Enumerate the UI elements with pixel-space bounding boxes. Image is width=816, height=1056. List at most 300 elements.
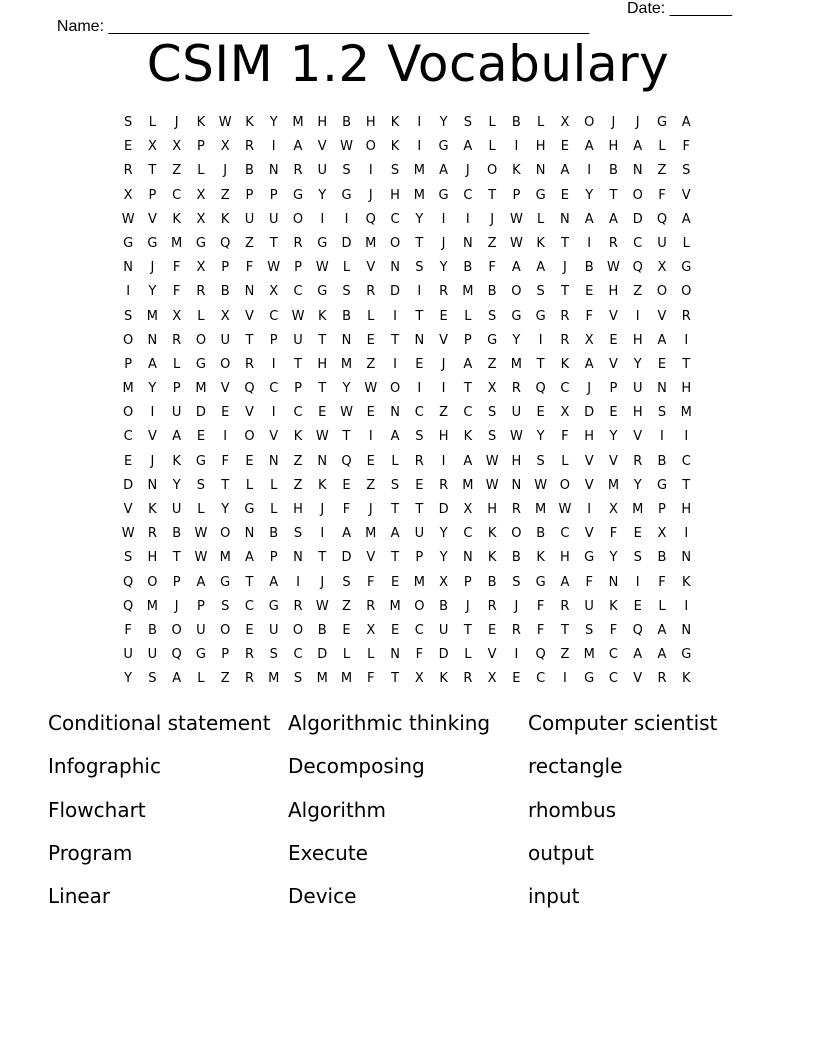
grid-letter[interactable]: A xyxy=(681,211,691,227)
grid-letter[interactable]: L xyxy=(658,598,666,614)
grid-letter[interactable]: U xyxy=(511,405,522,421)
grid-letter[interactable]: S xyxy=(415,260,424,276)
grid-letter[interactable]: R xyxy=(511,622,521,638)
grid-letter[interactable]: S xyxy=(536,453,545,469)
grid-letter[interactable]: T xyxy=(391,671,400,687)
grid-letter[interactable]: G xyxy=(656,115,668,130)
grid-letter[interactable]: T xyxy=(609,187,618,203)
grid-letter[interactable]: I xyxy=(441,381,446,397)
grid-letter[interactable]: R xyxy=(147,526,157,542)
grid-letter[interactable]: N xyxy=(632,163,643,179)
grid-letter[interactable]: Z xyxy=(487,356,497,372)
grid-letter[interactable]: Y xyxy=(148,284,157,300)
grid-letter[interactable]: B xyxy=(657,550,667,566)
grid-letter[interactable]: P xyxy=(269,332,278,348)
grid-letter[interactable]: A xyxy=(560,574,570,590)
grid-letter[interactable]: H xyxy=(632,405,643,421)
grid-letter[interactable]: M xyxy=(171,235,183,251)
grid-letter[interactable]: O xyxy=(414,598,425,614)
grid-letter[interactable]: M xyxy=(219,550,231,566)
grid-letter[interactable]: C xyxy=(414,405,424,421)
grid-letter[interactable]: R xyxy=(681,308,691,324)
grid-letter[interactable]: E xyxy=(560,187,570,203)
grid-letter[interactable]: U xyxy=(147,647,158,663)
grid-letter[interactable]: U xyxy=(171,405,182,421)
grid-letter[interactable]: R xyxy=(560,332,570,348)
grid-letter[interactable]: M xyxy=(462,477,474,493)
grid-letter[interactable]: S xyxy=(585,622,594,638)
grid-letter[interactable]: U xyxy=(244,211,255,227)
grid-letter[interactable]: B xyxy=(147,622,157,638)
grid-letter[interactable]: B xyxy=(487,284,497,300)
grid-letter[interactable]: G xyxy=(535,187,546,203)
grid-letter[interactable]: F xyxy=(342,502,351,517)
grid-letter[interactable]: F xyxy=(367,574,375,590)
grid-letter[interactable]: H xyxy=(632,332,643,348)
grid-letter[interactable]: I xyxy=(465,211,470,227)
grid-letter[interactable]: G xyxy=(438,139,449,155)
grid-letter[interactable]: N xyxy=(244,284,255,300)
grid-letter[interactable]: E xyxy=(390,574,400,590)
grid-letter[interactable]: D xyxy=(317,647,328,663)
grid-letter[interactable]: A xyxy=(560,163,570,179)
grid-letter[interactable]: R xyxy=(657,671,667,687)
grid-letter[interactable]: V xyxy=(487,647,497,663)
grid-letter[interactable]: A xyxy=(390,429,400,445)
grid-letter[interactable]: N xyxy=(462,235,473,251)
grid-letter[interactable]: L xyxy=(197,308,205,324)
grid-letter[interactable]: K xyxy=(609,598,618,614)
grid-letter[interactable]: W xyxy=(315,429,329,445)
grid-letter[interactable]: E xyxy=(439,308,448,324)
grid-letter[interactable]: Y xyxy=(124,671,133,687)
grid-letter[interactable]: Y xyxy=(439,260,448,276)
grid-letter[interactable]: B xyxy=(511,550,521,566)
grid-letter[interactable]: B xyxy=(317,622,327,638)
grid-letter[interactable]: A xyxy=(584,356,594,372)
grid-letter[interactable]: J xyxy=(174,115,179,130)
grid-letter[interactable]: D xyxy=(341,550,352,566)
grid-letter[interactable]: M xyxy=(146,598,158,614)
grid-letter[interactable]: N xyxy=(560,211,570,227)
grid-letter[interactable]: G xyxy=(681,260,692,276)
grid-letter[interactable]: O xyxy=(584,115,595,130)
grid-letter[interactable]: V xyxy=(633,671,643,687)
grid-letter[interactable]: N xyxy=(414,332,425,348)
grid-letter[interactable]: K xyxy=(172,211,181,227)
grid-letter[interactable]: O xyxy=(389,381,401,397)
grid-letter[interactable]: T xyxy=(463,622,472,638)
grid-letter[interactable]: S xyxy=(390,477,400,493)
grid-letter[interactable]: R xyxy=(196,284,206,300)
grid-letter[interactable]: R xyxy=(244,671,254,687)
grid-letter[interactable]: A xyxy=(657,332,667,348)
grid-letter[interactable]: I xyxy=(684,332,689,348)
grid-letter[interactable]: E xyxy=(633,598,642,614)
grid-letter[interactable]: I xyxy=(587,502,592,517)
grid-letter[interactable]: S xyxy=(269,647,278,663)
grid-letter[interactable]: J xyxy=(150,453,155,469)
grid-letter[interactable]: T xyxy=(391,332,400,348)
grid-letter[interactable]: C xyxy=(414,622,424,638)
grid-letter[interactable]: Z xyxy=(366,477,376,493)
grid-letter[interactable]: X xyxy=(584,332,594,348)
grid-letter[interactable]: Y xyxy=(269,115,278,130)
grid-letter[interactable]: B xyxy=(608,163,618,179)
grid-letter[interactable]: I xyxy=(684,598,689,614)
grid-letter[interactable]: U xyxy=(123,647,133,663)
grid-letter[interactable]: T xyxy=(318,381,327,397)
grid-letter[interactable]: M xyxy=(413,187,425,203)
grid-letter[interactable]: X xyxy=(560,405,570,421)
grid-letter[interactable]: O xyxy=(365,139,376,155)
grid-letter[interactable]: Z xyxy=(633,284,643,300)
grid-letter[interactable]: P xyxy=(269,550,278,566)
grid-letter[interactable]: C xyxy=(244,598,254,614)
grid-letter[interactable]: W xyxy=(340,405,353,421)
grid-letter[interactable]: O xyxy=(389,235,401,251)
grid-letter[interactable]: J xyxy=(611,115,616,130)
grid-letter[interactable]: O xyxy=(123,405,134,421)
grid-letter[interactable]: Y xyxy=(221,502,230,517)
grid-letter[interactable]: W xyxy=(364,381,378,397)
grid-letter[interactable]: X xyxy=(439,574,449,590)
grid-letter[interactable]: V xyxy=(681,187,691,203)
grid-letter[interactable]: K xyxy=(487,550,497,566)
grid-letter[interactable]: A xyxy=(633,139,643,155)
grid-letter[interactable]: T xyxy=(172,550,181,566)
grid-letter[interactable]: X xyxy=(196,187,206,203)
grid-letter[interactable]: C xyxy=(269,381,279,397)
grid-letter[interactable]: C xyxy=(293,405,303,421)
grid-letter[interactable]: S xyxy=(293,671,303,687)
grid-letter[interactable]: K xyxy=(317,477,327,493)
grid-letter[interactable]: P xyxy=(148,187,157,203)
grid-letter[interactable]: G xyxy=(292,187,304,203)
grid-letter[interactable]: B xyxy=(245,163,254,179)
grid-letter[interactable]: T xyxy=(318,332,327,348)
grid-letter[interactable]: X xyxy=(123,187,133,203)
grid-letter[interactable]: H xyxy=(293,502,303,517)
grid-letter[interactable]: T xyxy=(536,356,545,372)
grid-letter[interactable]: A xyxy=(511,260,521,276)
grid-letter[interactable]: U xyxy=(632,381,643,397)
grid-letter[interactable]: T xyxy=(391,550,400,566)
grid-letter[interactable]: R xyxy=(172,332,182,348)
grid-letter[interactable]: I xyxy=(660,429,664,445)
grid-letter[interactable]: N xyxy=(147,332,158,348)
grid-letter[interactable]: F xyxy=(221,453,229,469)
grid-letter[interactable]: M xyxy=(340,356,353,372)
grid-letter[interactable]: L xyxy=(488,139,496,155)
grid-letter[interactable]: S xyxy=(536,284,545,300)
grid-letter[interactable]: R xyxy=(439,284,449,300)
grid-letter[interactable]: F xyxy=(536,622,545,638)
grid-letter[interactable]: L xyxy=(537,211,545,227)
grid-letter[interactable]: N xyxy=(390,260,400,276)
grid-letter[interactable]: H xyxy=(535,139,546,155)
grid-letter[interactable]: P xyxy=(172,574,181,590)
grid-letter[interactable]: F xyxy=(172,284,181,300)
grid-letter[interactable]: I xyxy=(320,211,325,227)
grid-letter[interactable]: I xyxy=(417,284,422,300)
grid-letter[interactable]: Q xyxy=(632,260,643,276)
grid-letter[interactable]: P xyxy=(269,187,278,203)
grid-letter[interactable]: N xyxy=(462,550,473,566)
grid-letter[interactable]: K xyxy=(536,550,545,566)
grid-letter[interactable]: A xyxy=(633,647,643,663)
grid-letter[interactable]: I xyxy=(538,332,543,348)
grid-letter[interactable]: L xyxy=(367,647,375,663)
grid-letter[interactable]: J xyxy=(562,260,567,276)
grid-letter[interactable]: X xyxy=(487,381,497,397)
grid-letter[interactable]: E xyxy=(657,356,667,372)
grid-letter[interactable]: Y xyxy=(609,429,618,445)
grid-letter[interactable]: E xyxy=(415,356,424,372)
grid-letter[interactable]: X xyxy=(172,308,182,324)
grid-letter[interactable]: A xyxy=(584,139,594,155)
grid-letter[interactable]: Z xyxy=(342,598,351,614)
grid-letter[interactable]: P xyxy=(463,332,472,348)
grid-letter[interactable]: U xyxy=(220,332,230,348)
grid-letter[interactable]: S xyxy=(124,308,133,324)
grid-letter[interactable]: Y xyxy=(439,115,448,130)
grid-letter[interactable]: C xyxy=(608,671,618,687)
grid-letter[interactable]: D xyxy=(341,235,352,251)
grid-letter[interactable]: U xyxy=(584,598,594,614)
grid-letter[interactable]: C xyxy=(608,647,618,663)
grid-letter[interactable]: E xyxy=(366,453,375,469)
grid-letter[interactable]: K xyxy=(196,115,206,130)
grid-letter[interactable]: B xyxy=(463,260,473,276)
grid-letter[interactable]: Y xyxy=(148,381,157,397)
grid-letter[interactable]: L xyxy=(342,260,351,276)
grid-letter[interactable]: H xyxy=(147,550,158,566)
grid-letter[interactable]: S xyxy=(342,574,351,590)
grid-letter[interactable]: H xyxy=(390,187,400,203)
grid-letter[interactable]: M xyxy=(365,235,377,251)
grid-letter[interactable]: P xyxy=(197,139,205,155)
grid-letter[interactable]: U xyxy=(317,163,328,179)
grid-letter[interactable]: G xyxy=(147,235,158,251)
grid-letter[interactable]: X xyxy=(560,115,570,130)
grid-letter[interactable]: C xyxy=(463,187,473,203)
grid-letter[interactable]: F xyxy=(367,671,375,687)
grid-letter[interactable]: D xyxy=(195,405,206,421)
grid-letter[interactable]: Z xyxy=(220,671,230,687)
grid-letter[interactable]: X xyxy=(657,260,667,276)
grid-letter[interactable]: U xyxy=(196,622,206,638)
grid-letter[interactable]: N xyxy=(390,647,400,663)
grid-letter[interactable]: Q xyxy=(171,647,182,663)
grid-letter[interactable]: F xyxy=(682,139,690,155)
grid-letter[interactable]: A xyxy=(147,356,157,372)
grid-letter[interactable]: A xyxy=(584,211,594,227)
grid-letter[interactable]: R xyxy=(633,453,643,469)
grid-letter[interactable]: J xyxy=(320,502,325,517)
grid-letter[interactable]: Q xyxy=(365,211,376,227)
grid-letter[interactable]: G xyxy=(511,308,522,324)
grid-letter[interactable]: I xyxy=(417,381,422,397)
grid-letter[interactable]: B xyxy=(220,284,230,300)
grid-letter[interactable]: Y xyxy=(415,211,424,227)
grid-letter[interactable]: J xyxy=(465,598,470,614)
grid-letter[interactable]: L xyxy=(270,477,278,493)
grid-letter[interactable]: V xyxy=(584,477,594,493)
grid-letter[interactable]: E xyxy=(245,453,254,469)
grid-letter[interactable]: O xyxy=(632,187,643,203)
grid-letter[interactable]: A xyxy=(172,671,182,687)
grid-letter[interactable]: S xyxy=(487,429,497,445)
grid-letter[interactable]: J xyxy=(635,115,640,130)
grid-letter[interactable]: I xyxy=(296,574,300,590)
grid-letter[interactable]: P xyxy=(512,187,521,203)
grid-letter[interactable]: I xyxy=(271,139,276,155)
grid-letter[interactable]: I xyxy=(417,139,422,155)
grid-letter[interactable]: I xyxy=(320,526,325,542)
grid-letter[interactable]: M xyxy=(146,308,158,324)
grid-letter[interactable]: X xyxy=(147,139,157,155)
grid-letter[interactable]: W xyxy=(315,260,329,276)
grid-letter[interactable]: A xyxy=(342,526,351,542)
grid-letter[interactable]: V xyxy=(317,139,327,155)
grid-letter[interactable]: E xyxy=(245,622,254,638)
grid-letter[interactable]: W xyxy=(485,477,499,493)
grid-letter[interactable]: N xyxy=(268,163,279,179)
grid-letter[interactable]: N xyxy=(341,332,352,348)
grid-letter[interactable]: J xyxy=(150,260,155,276)
grid-letter[interactable]: K xyxy=(463,429,473,445)
grid-letter[interactable]: N xyxy=(268,453,279,469)
grid-letter[interactable]: I xyxy=(150,405,155,421)
grid-letter[interactable]: Y xyxy=(172,477,181,493)
grid-letter[interactable]: M xyxy=(195,381,207,397)
grid-letter[interactable]: Z xyxy=(293,477,303,493)
grid-letter[interactable]: R xyxy=(244,356,254,372)
grid-letter[interactable]: I xyxy=(368,163,373,179)
grid-letter[interactable]: P xyxy=(197,598,205,614)
grid-letter[interactable]: Q xyxy=(535,647,546,663)
grid-letter[interactable]: K xyxy=(390,115,400,130)
grid-letter[interactable]: E xyxy=(124,139,133,155)
grid-letter[interactable]: Z xyxy=(487,235,497,251)
grid-letter[interactable]: F xyxy=(585,574,593,590)
grid-letter[interactable]: N xyxy=(608,574,619,590)
grid-letter[interactable]: W xyxy=(194,550,208,566)
grid-letter[interactable]: R xyxy=(293,163,303,179)
grid-letter[interactable]: S xyxy=(657,405,667,421)
grid-letter[interactable]: T xyxy=(560,284,569,300)
grid-letter[interactable]: G xyxy=(244,502,255,517)
grid-letter[interactable]: F xyxy=(609,622,618,638)
grid-letter[interactable]: P xyxy=(245,187,254,203)
grid-letter[interactable]: O xyxy=(147,574,158,590)
grid-letter[interactable]: D xyxy=(584,405,595,421)
grid-letter[interactable]: U xyxy=(657,235,667,251)
grid-letter[interactable]: O xyxy=(220,356,231,372)
grid-letter[interactable]: R xyxy=(511,502,521,517)
grid-letter[interactable]: L xyxy=(197,502,205,517)
grid-letter[interactable]: F xyxy=(658,574,666,590)
grid-letter[interactable]: C xyxy=(269,308,279,324)
grid-letter[interactable]: F xyxy=(245,260,254,276)
grid-letter[interactable]: L xyxy=(561,453,569,469)
grid-letter[interactable]: P xyxy=(294,260,302,276)
grid-letter[interactable]: G xyxy=(220,574,231,590)
grid-letter[interactable]: M xyxy=(316,671,328,687)
grid-letter[interactable]: P xyxy=(221,260,230,276)
grid-letter[interactable]: C xyxy=(560,526,570,542)
grid-letter[interactable]: U xyxy=(268,622,279,638)
grid-letter[interactable]: Y xyxy=(342,381,351,397)
name-field[interactable]: Name: ______________________________________________________ xyxy=(56,18,589,35)
grid-letter[interactable]: B xyxy=(342,115,351,130)
grid-letter[interactable]: E xyxy=(366,405,375,421)
grid-letter[interactable]: J xyxy=(587,381,592,397)
grid-letter[interactable]: W xyxy=(291,308,305,324)
grid-letter[interactable]: Z xyxy=(366,356,376,372)
grid-letter[interactable]: S xyxy=(682,163,691,179)
grid-letter[interactable]: G xyxy=(681,647,692,663)
grid-letter[interactable]: I xyxy=(393,356,397,372)
grid-letter[interactable]: M xyxy=(340,671,353,687)
grid-letter[interactable]: H xyxy=(317,356,328,372)
grid-letter[interactable]: J xyxy=(514,598,519,614)
grid-letter[interactable]: W xyxy=(509,235,523,251)
grid-letter[interactable]: L xyxy=(537,115,545,130)
grid-letter[interactable]: I xyxy=(223,429,228,445)
grid-letter[interactable]: O xyxy=(220,526,231,542)
grid-letter[interactable]: I xyxy=(514,139,519,155)
grid-letter[interactable]: H xyxy=(438,429,449,445)
grid-letter[interactable]: W xyxy=(340,139,353,155)
grid-letter[interactable]: X xyxy=(196,260,206,276)
grid-letter[interactable]: Q xyxy=(123,574,134,590)
grid-letter[interactable]: E xyxy=(512,671,521,687)
grid-letter[interactable]: K xyxy=(390,139,400,155)
grid-letter[interactable]: C xyxy=(172,187,182,203)
grid-letter[interactable]: T xyxy=(682,477,691,493)
grid-letter[interactable]: X xyxy=(463,502,473,517)
grid-letter[interactable]: W xyxy=(558,502,572,517)
grid-letter[interactable]: H xyxy=(487,502,497,517)
grid-letter[interactable]: E xyxy=(366,332,375,348)
grid-letter[interactable]: F xyxy=(658,187,666,203)
grid-letter[interactable]: V xyxy=(366,550,376,566)
grid-letter[interactable]: G xyxy=(584,671,595,687)
grid-letter[interactable]: V xyxy=(657,308,667,324)
grid-letter[interactable]: F xyxy=(609,526,618,542)
grid-letter[interactable]: E xyxy=(415,477,424,493)
grid-letter[interactable]: W xyxy=(534,477,548,493)
grid-letter[interactable]: I xyxy=(514,647,519,663)
grid-letter[interactable]: X xyxy=(608,502,618,517)
grid-letter[interactable]: J xyxy=(441,356,446,372)
grid-letter[interactable]: E xyxy=(633,526,642,542)
grid-letter[interactable]: F xyxy=(585,308,593,324)
grid-letter[interactable]: B xyxy=(657,453,667,469)
grid-letter[interactable]: R xyxy=(414,453,424,469)
grid-letter[interactable]: T xyxy=(415,308,424,324)
grid-letter[interactable]: I xyxy=(271,356,276,372)
grid-letter[interactable]: G xyxy=(195,647,206,663)
grid-letter[interactable]: G xyxy=(487,332,498,348)
grid-letter[interactable]: K xyxy=(220,211,230,227)
grid-letter[interactable]: U xyxy=(171,502,182,517)
grid-letter[interactable]: N xyxy=(681,622,692,638)
grid-letter[interactable]: O xyxy=(292,211,304,227)
grid-letter[interactable]: C xyxy=(293,647,303,663)
